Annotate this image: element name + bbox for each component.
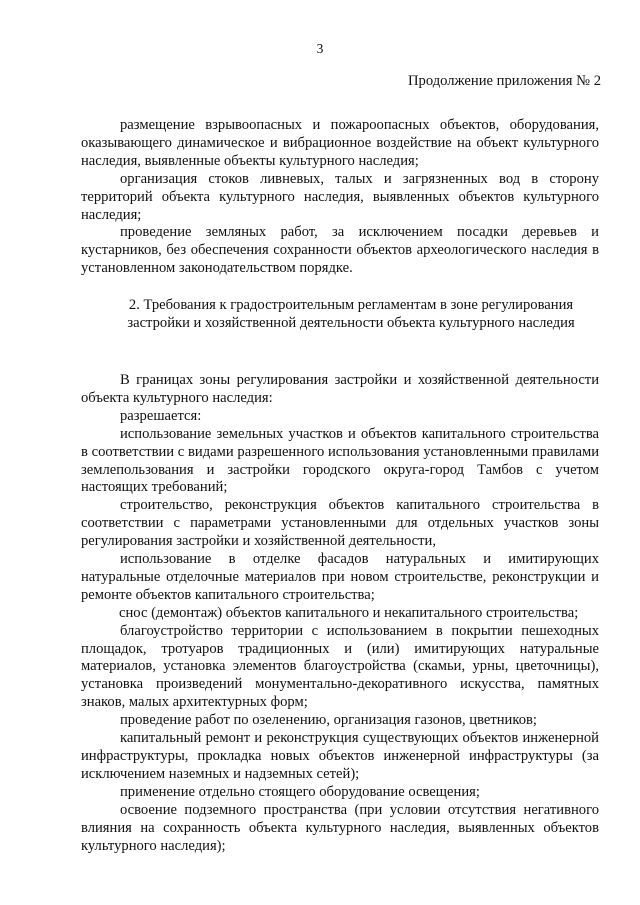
paragraph: проведение земляных работ, за исключением посадки деревьев и кустарников, без обеспечения сохранности объектов археологического наследия в установленном законодательством порядке. [81,224,599,277]
paragraph: снос (демонтаж) объектов капитального и некапитального строительства; [119,604,579,621]
paragraph: применение отдельно стоящего оборудование освещения; [120,783,480,800]
paragraph: освоение подземного пространства (при условии отсутствия негативного влияния на сохранность объекта культурного наследия, выявленных объектов культурного наследия); [81,801,599,854]
page-number: 3 [316,41,324,56]
section-heading-line: 2. Требования к градостроительным регламентам в зоне регулирования [128,297,574,314]
paragraph: размещение взрывоопасных и пожароопасных объектов, оборудования, оказывающего динамическое и вибрационное воздействие на объект культурного наследия, выявленные объекты культурного наследия; [81,117,599,169]
paragraph: строительство, реконструкция объектов капитального строительства в соответствии с параметрами установленными для отдельных участков зоны регулирования застройки и хозяйственной деятельности, [81,497,599,550]
paragraph: В границах зоны регулирования застройки и хозяйственной деятельности объекта культурного наследия: [81,371,599,406]
paragraph: капитальный ремонт и реконструкция существующих объектов инженерной инфраструктуры, прокладка новых объектов инженерной инфраструктуры (за исключением наземных и надземных сетей); [81,730,599,782]
section-heading-line: застройки и хозяйственной деятельности объекта культурного наследия [127,315,575,332]
paragraph: использование в отделке фасадов натуральных и имитирующих натуральные отделочные материалов при новом строительстве, реконструкции и ремонте объектов капитального строительства; [81,551,599,603]
paragraph: разрешается: [120,407,202,424]
paragraph: организация стоков ливневых, талых и загрязненных вод в сторону территорий объекта культурного наследия, выявленных объектов культурного наследия; [81,170,599,223]
paragraph: использование земельных участков и объектов капитального строительства в соответствии с видами разрешенного использования установленными правилами землепользования и застройки городского округа-город Тамбов с учетом настоящих требований; [81,425,599,496]
appendix-continuation-label: Продолжение приложения № 2 [408,73,601,89]
paragraph: благоустройство территории с использованием в покрытии пешеходных площадок, тротуаров традиционных и (или) имитирующих натуральные материалов, установка элементов благоустройства (скамьи, урны, цветочницы), установка произведений монументально-декоративного искусства, памятных знаков, малых архитектурных форм; [81,622,599,711]
section-heading [81,297,599,333]
spacer [81,356,599,372]
paragraph: проведение работ по озеленению, организация газонов, цветников; [120,712,537,729]
document-body [81,117,599,855]
